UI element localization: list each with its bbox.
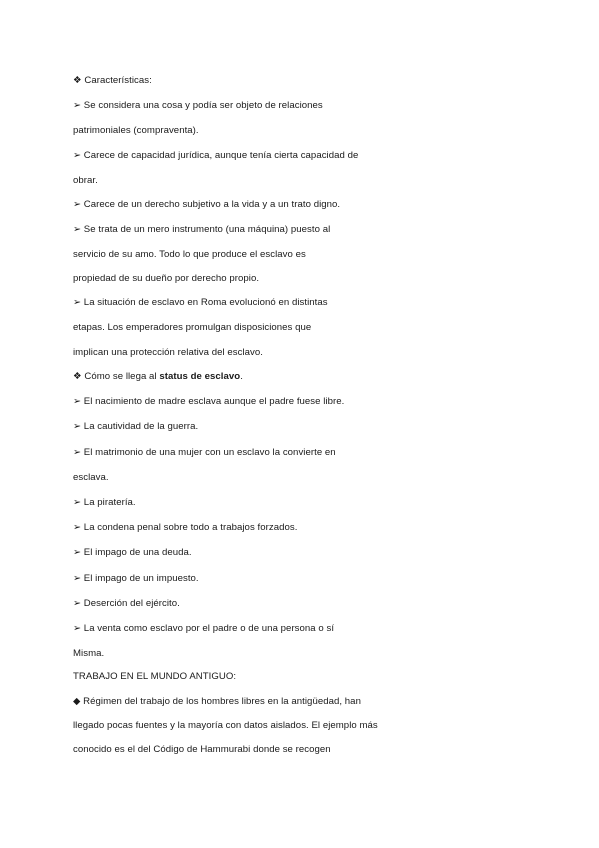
bullet-line: ➢ Carece de capacidad jurídica, aunque tenía cierta capacidad de bbox=[73, 150, 359, 161]
bullet-line: ➢ El impago de un impuesto. bbox=[73, 573, 199, 584]
bold-term-status: status de esclavo bbox=[159, 371, 241, 382]
bullet-line: ➢ Se considera una cosa y podía ser objeto de relaciones bbox=[73, 100, 323, 111]
bullet-line: ➢ Carece de un derecho subjetivo a la vida y a un trato digno. bbox=[73, 199, 341, 210]
heading-suffix: . bbox=[240, 371, 243, 382]
text-line: patrimoniales (compraventa). bbox=[73, 125, 199, 136]
text-line: llegado pocas fuentes y la mayoría con datos aislados. El ejemplo más bbox=[73, 720, 378, 731]
text-line: obrar. bbox=[73, 175, 98, 186]
heading-como-se-llega bbox=[73, 371, 243, 383]
bullet-line: ◆ Régimen del trabajo de los hombres libres en la antigüedad, han bbox=[73, 696, 361, 707]
text-line: conocido es el del Código de Hammurabi donde se recogen bbox=[73, 744, 331, 755]
heading-prefix: ❖ Cómo se llega al bbox=[73, 371, 160, 382]
bullet-line: ➢ La venta como esclavo por el padre o de una persona o sí bbox=[73, 623, 335, 634]
bullet-line: ➢ Se trata de un mero instrumento (una máquina) puesto al bbox=[73, 224, 331, 235]
bullet-line: ➢ Deserción del ejército. bbox=[73, 598, 180, 609]
bullet-line: ➢ La piratería. bbox=[73, 497, 136, 508]
bullet-line: ➢ El impago de una deuda. bbox=[73, 547, 192, 558]
text-line: propiedad de su dueño por derecho propio. bbox=[73, 273, 260, 284]
text-line: etapas. Los emperadores promulgan disposiciones que bbox=[73, 322, 312, 333]
bullet-line: ➢ El matrimonio de una mujer con un esclavo la convierte en bbox=[73, 447, 336, 458]
text-line: servicio de su amo. Todo lo que produce el esclavo es bbox=[73, 249, 306, 260]
text-line: Misma. bbox=[73, 648, 105, 659]
bullet-line: ➢ La condena penal sobre todo a trabajos forzados. bbox=[73, 522, 298, 533]
text-line: esclava. bbox=[73, 472, 109, 483]
text-line: implican una protección relativa del esclavo. bbox=[73, 347, 263, 358]
bullet-line: ➢ La cautividad de la guerra. bbox=[73, 421, 199, 432]
bullet-line: ➢ El nacimiento de madre esclava aunque el padre fuese libre. bbox=[73, 396, 345, 407]
heading-caracteristicas: ❖ Características: bbox=[73, 75, 152, 86]
bullet-line: ➢ La situación de esclavo en Roma evolucionó en distintas bbox=[73, 297, 328, 308]
section-heading-trabajo: TRABAJO EN EL MUNDO ANTIGUO: bbox=[73, 671, 237, 682]
